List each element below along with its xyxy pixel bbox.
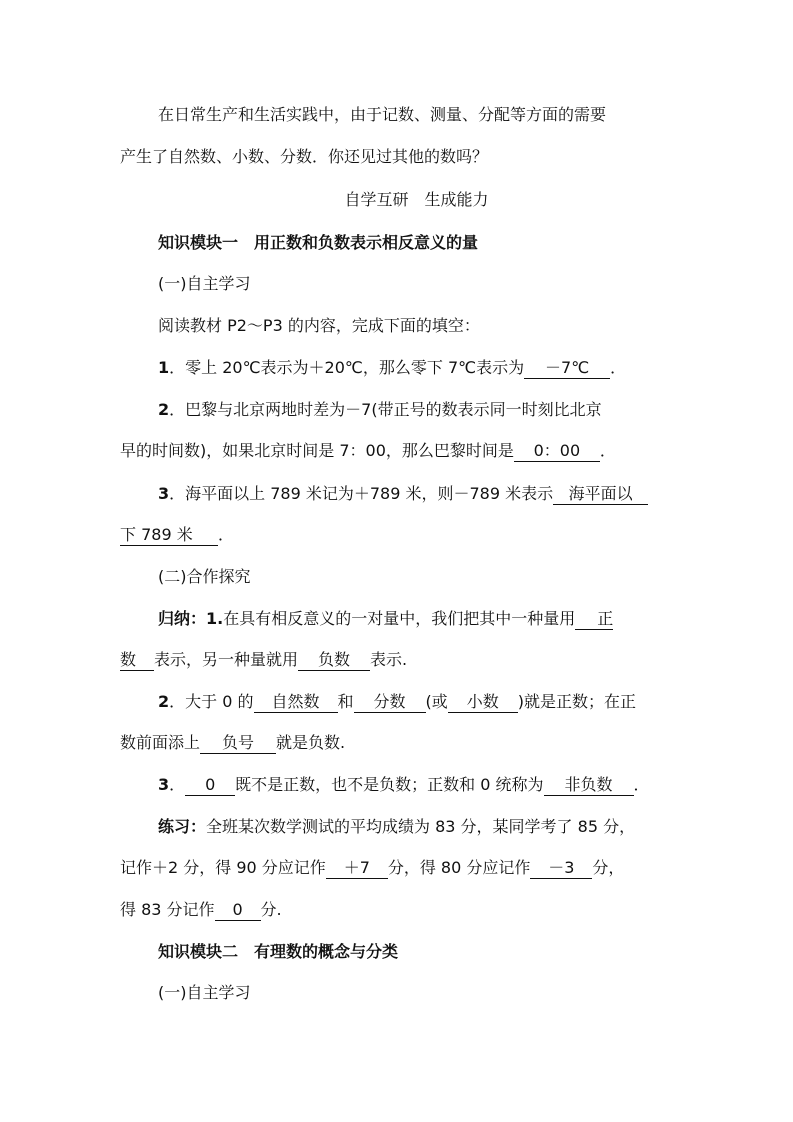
- module1-subheading-self-study: (一)自主学习: [158, 274, 251, 293]
- summary-text: 和: [337, 692, 354, 711]
- answer-blank: 0：00: [514, 441, 600, 462]
- answer-blank-part-2: 下 789 米: [120, 525, 218, 546]
- practice-line-3: [120, 899, 282, 921]
- question-number: 3: [158, 484, 170, 503]
- question-text-end: ．: [599, 441, 616, 460]
- module1-subheading-cooperative: (二)合作探究: [158, 567, 251, 586]
- practice-line-2: [120, 857, 624, 879]
- summary-text: 在具有相反意义的一对量中，我们把其中一种量用: [223, 609, 576, 628]
- summary-text-end: ．: [633, 775, 650, 794]
- summary-text-end: 就是负数.: [276, 733, 346, 752]
- practice-text: 全班某次数学测试的平均成绩为 83 分，某同学考了 85 分，: [206, 817, 636, 836]
- practice-line-1: [158, 816, 635, 838]
- section-heading: 自学互研 生成能力: [344, 190, 489, 209]
- practice-text: 分，得 80 分应记作: [387, 858, 531, 877]
- practice-text: 得 83 分记作: [120, 900, 215, 919]
- answer-blank: 0: [215, 900, 261, 921]
- answer-blank-part-1: 正: [575, 609, 613, 630]
- summary-text-end: 表示.: [370, 650, 408, 669]
- answer-blank: 分数: [354, 692, 426, 713]
- answer-blank-part-1: 海平面以: [553, 484, 648, 505]
- question-text: ．零上 20℃表示为＋20℃，那么零下 7℃表示为: [169, 358, 525, 377]
- summary-3: [158, 774, 650, 796]
- summary-1-line-1: [158, 608, 613, 630]
- answer-blank: －3: [530, 858, 592, 879]
- summary-text: 数前面添上: [120, 733, 201, 752]
- summary-text: (或: [425, 692, 448, 711]
- practice-text: 记作＋2 分，得 90 分应记作: [120, 858, 326, 877]
- summary-1-line-2: [120, 649, 407, 671]
- question-number: 1: [158, 358, 170, 377]
- summary-label: 归纳：1.: [158, 609, 224, 628]
- answer-blank: ＋7: [326, 858, 388, 879]
- question-3-line-2: [120, 524, 234, 546]
- answer-blank: 负号: [200, 733, 276, 754]
- summary-number: 2: [158, 692, 170, 711]
- question-text-end: ．: [218, 525, 235, 544]
- answer-blank-part-2: 数: [120, 650, 154, 671]
- answer-blank: 自然数: [254, 692, 338, 713]
- question-1: [158, 357, 626, 379]
- intro-line-1: 在日常生产和生活实践中，由于记数、测量、分配等方面的需要: [158, 105, 607, 124]
- question-2-line-2: [120, 440, 616, 462]
- summary-2-line-2: [120, 732, 345, 754]
- module1-title: 知识模块一 用正数和负数表示相反意义的量: [158, 233, 479, 252]
- summary-number: 3: [158, 775, 170, 794]
- question-text: ．巴黎与北京两地时差为－7(带正号的数表示同一时刻比北京: [169, 400, 602, 419]
- summary-text: 既不是正数，也不是负数；正数和 0 统称为: [235, 775, 544, 794]
- module2-title: 知识模块二 有理数的概念与分类: [158, 942, 399, 961]
- question-text: ．海平面以上 789 米记为＋789 米，则－789 米表示: [169, 484, 554, 503]
- answer-blank: －7℃: [524, 358, 610, 379]
- summary-text: 表示，另一种量就用: [154, 650, 299, 669]
- summary-text: )就是正数；在正: [517, 692, 637, 711]
- summary-2-line-1: [158, 691, 636, 713]
- intro-line-2: 产生了自然数、小数、分数．你还见过其他的数吗？: [120, 147, 489, 166]
- answer-blank: 小数: [448, 692, 518, 713]
- practice-text: 分，: [592, 858, 625, 877]
- reading-instruction: 阅读教材 P2～P3 的内容，完成下面的填空：: [158, 316, 480, 335]
- module2-subheading-self-study: (一)自主学习: [158, 983, 251, 1002]
- question-3-line-1: [158, 483, 648, 505]
- summary-text: ．大于 0 的: [169, 692, 254, 711]
- practice-label: 练习：: [158, 817, 207, 836]
- question-text: 早的时间数)，如果北京时间是 7：00，那么巴黎时间是: [120, 441, 514, 460]
- practice-text-end: 分.: [260, 900, 282, 919]
- question-2-line-1: [158, 399, 602, 421]
- answer-blank: 非负数: [544, 775, 634, 796]
- question-text-end: ．: [610, 358, 627, 377]
- answer-blank: 0: [185, 775, 235, 796]
- answer-blank: 负数: [298, 650, 370, 671]
- question-number: 2: [158, 400, 170, 419]
- summary-text: ．: [169, 775, 186, 794]
